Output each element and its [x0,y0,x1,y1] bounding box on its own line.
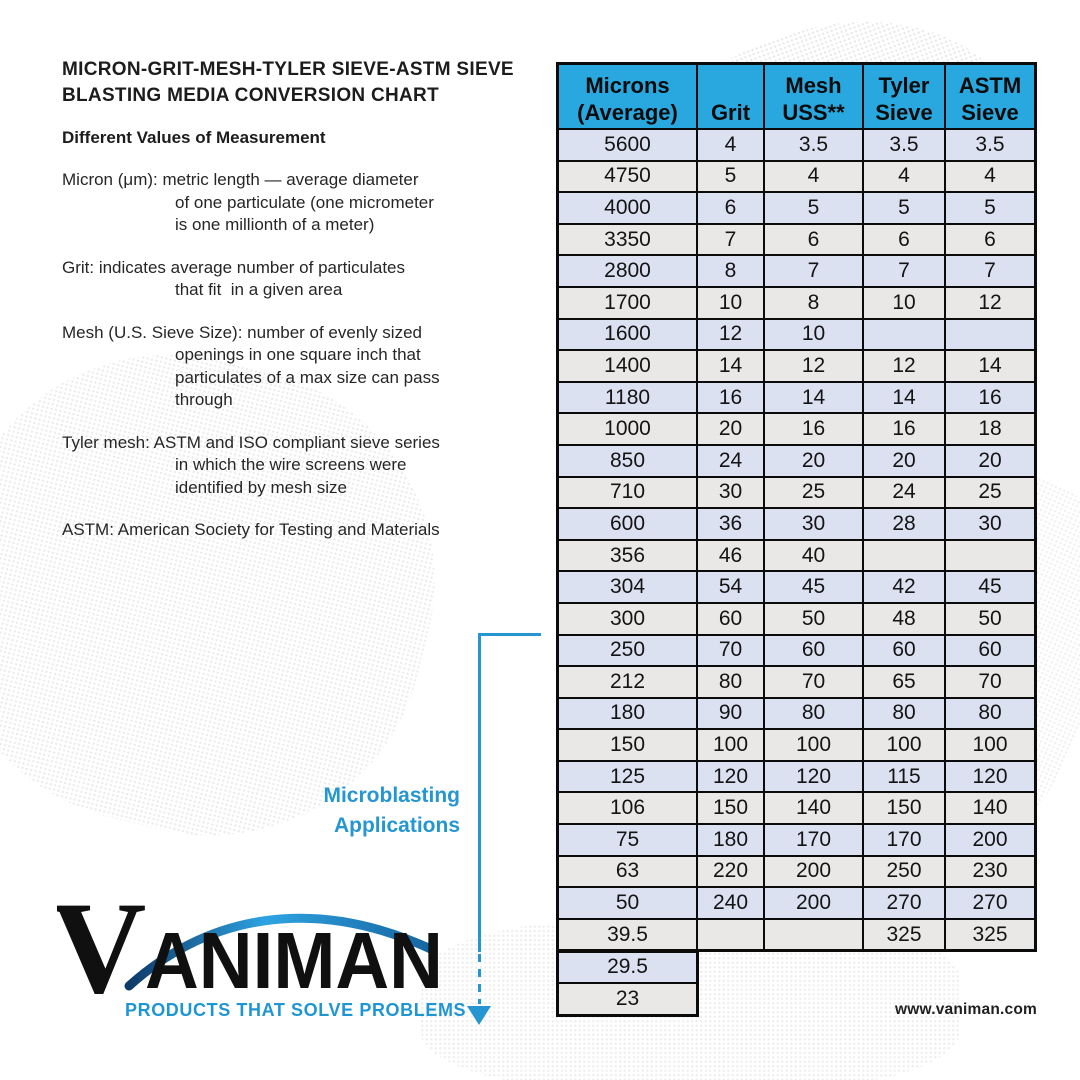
table-cell: 1000 [559,414,696,444]
vaniman-logo-graphic [57,888,457,1000]
microblasting-bracket-top [478,633,541,636]
definition-line: openings in one square inch that [175,345,421,364]
table-cell: 8 [698,256,763,286]
table-cell: 60 [698,604,763,634]
table-cell: 20 [946,446,1034,476]
table-cell: 63 [559,857,696,887]
table-cell: 170 [864,825,944,855]
table-cell: 200 [946,825,1034,855]
definition-item [62,322,440,412]
column-header-line: Tyler [878,73,930,98]
table-cell: 140 [946,793,1034,823]
table-cell: 14 [946,351,1034,381]
microblasting-label-line1: Microblasting [323,784,460,807]
table-cell: 24 [698,446,763,476]
definition-line: particulates of a max size can pass [175,367,440,387]
table-cell: 16 [698,383,763,413]
table-cell: 70 [698,636,763,666]
microblasting-bracket-line [478,633,481,952]
definition-line: Grit: indicates average number of particulates [62,257,406,277]
definition-line: Mesh (U.S. Sieve Size): number of evenly sized [62,322,422,342]
table-cell [946,541,1034,571]
table-cell: 50 [946,604,1034,634]
table-cell: 25 [765,478,862,508]
table-cell: 120 [946,762,1034,792]
table-cell: 10 [698,288,763,318]
table-cell: 60 [765,636,862,666]
table-cell: 80 [864,699,944,729]
table-cell: 48 [864,604,944,634]
table-cell: 356 [559,541,696,571]
table-cell: 4 [698,130,763,160]
table-cell: 230 [946,857,1034,887]
table-cell: 42 [864,572,944,602]
table-cell: 45 [765,572,862,602]
table-cell: 220 [698,857,763,887]
table-cell: 200 [765,888,862,918]
column-header [698,65,763,128]
table-cell: 30 [765,509,862,539]
column-header-line: Microns [585,73,670,98]
column-header [864,65,944,128]
microblasting-label [285,781,460,841]
table-cell: 23 [559,984,696,1014]
table-cell: 270 [864,888,944,918]
table-cell: 5600 [559,130,696,160]
table-cell: 28 [864,509,944,539]
table-cell: 39.5 [559,920,696,950]
table-cell: 6 [698,193,763,223]
table-cell: 120 [765,762,862,792]
column-header-line: (Average) [577,100,678,125]
table-cell: 600 [559,509,696,539]
definitions-list [62,169,440,562]
logo-letters: ANIMAN [145,916,443,1000]
website-url: www.vaniman.com [895,1001,1037,1018]
table-cell: 4 [946,162,1034,192]
table-cell: 1600 [559,320,696,350]
table-cell: 7 [698,225,763,255]
table-cell: 4 [864,162,944,192]
microblasting-arrow-dashes [478,954,481,1004]
definition-line: Micron (μm): metric length — average diameter [62,170,419,189]
column-header-line: ASTM [958,73,1022,98]
table-cell: 60 [946,636,1034,666]
logo-letter-v: V [57,888,147,1000]
table-cell: 4 [765,162,862,192]
table-cell: 6 [765,225,862,255]
table-cell: 100 [698,730,763,760]
conversion-table [556,62,1037,952]
table-cell: 36 [698,509,763,539]
table-cell: 12 [765,351,862,381]
table-cell: 16 [765,414,862,444]
table-cell: 250 [559,636,696,666]
table-cell: 25 [946,478,1034,508]
column-header [559,65,696,128]
table-cell: 304 [559,572,696,602]
table-cell: 7 [946,256,1034,286]
page-title-line2: BLASTING MEDIA CONVERSION CHART [62,85,439,106]
table-cell: 45 [946,572,1034,602]
table-cell: 180 [559,699,696,729]
table-cell: 24 [864,478,944,508]
table-cell: 250 [864,857,944,887]
table-cell: 3350 [559,225,696,255]
table-cell: 300 [559,604,696,634]
table-cell: 325 [946,920,1034,950]
table-cell: 240 [698,888,763,918]
table-cell: 140 [765,793,862,823]
table-cell: 80 [698,667,763,697]
table-cell: 7 [864,256,944,286]
table-cell: 115 [864,762,944,792]
table-cell: 150 [559,730,696,760]
table-cell: 5 [765,193,862,223]
table-cell: 120 [698,762,763,792]
definition-item [62,257,440,302]
definition-line: identified by mesh size [175,477,347,497]
definition-item [62,169,440,237]
table-cell: 1400 [559,351,696,381]
table-cell: 8 [765,288,862,318]
table-cell: 12 [946,288,1034,318]
definition-line: ASTM: American Society for Testing and Materials [62,520,440,539]
definition-item [62,519,440,542]
table-cell: 10 [765,320,862,350]
table-cell: 80 [946,699,1034,729]
table-cell: 850 [559,446,696,476]
table-cell: 10 [864,288,944,318]
table-cell: 50 [559,888,696,918]
table-cell [698,920,763,950]
section-subtitle: Different Values of Measurement [62,128,326,147]
table-cell: 1700 [559,288,696,318]
table-cell: 70 [765,667,862,697]
table-cell: 325 [864,920,944,950]
table-cell: 54 [698,572,763,602]
table-cell: 4000 [559,193,696,223]
column-header-line: Grit [710,100,751,125]
definition-line: of one particulate (one micrometer [175,192,434,212]
definition-line: that fit in a given area [175,280,343,299]
table-cell [864,320,944,350]
table-cell: 5 [864,193,944,223]
page-title [62,57,514,109]
table-cell: 100 [864,730,944,760]
conversion-table-extension [556,950,699,1017]
table-cell: 16 [946,383,1034,413]
table-cell: 3.5 [946,130,1034,160]
table-cell: 50 [765,604,862,634]
column-header [765,65,862,128]
table-cell: 5 [698,162,763,192]
table-cell: 16 [864,414,944,444]
column-header-line: USS** [782,100,845,125]
table-cell: 30 [698,478,763,508]
table-cell [765,920,862,950]
table-cell: 18 [946,414,1034,444]
table-cell: 75 [559,825,696,855]
table-cell: 150 [864,793,944,823]
table-cell [864,541,944,571]
table-cell: 3.5 [765,130,862,160]
arrow-down-icon [467,1006,491,1025]
definition-line: is one millionth of a meter) [175,215,375,234]
table-cell: 270 [946,888,1034,918]
table-cell: 4750 [559,162,696,192]
table-cell: 14 [698,351,763,381]
microblasting-label-line2: Applications [333,814,460,837]
table-cell: 60 [864,636,944,666]
column-header-line: Sieve [961,100,1019,125]
definition-line: through [175,390,233,409]
table-cell: 20 [698,414,763,444]
table-cell [946,320,1034,350]
table-cell: 212 [559,667,696,697]
table-cell: 40 [765,541,862,571]
table-cell: 2800 [559,256,696,286]
table-cell: 14 [864,383,944,413]
table-cell: 46 [698,541,763,571]
logo-tagline: PRODUCTS THAT SOLVE PROBLEMS [125,1000,467,1020]
column-header-line: Mesh [785,73,842,98]
definition-line: Tyler mesh: ASTM and ISO compliant sieve series [62,432,440,452]
table-cell: 180 [698,825,763,855]
table-cell: 12 [864,351,944,381]
table-cell: 65 [864,667,944,697]
definition-line: in which the wire screens were [175,455,407,474]
table-cell: 150 [698,793,763,823]
table-cell: 710 [559,478,696,508]
table-cell: 30 [946,509,1034,539]
table-cell: 200 [765,857,862,887]
table-cell: 5 [946,193,1034,223]
definition-item [62,432,440,500]
table-cell: 106 [559,793,696,823]
table-cell: 6 [864,225,944,255]
table-cell: 80 [765,699,862,729]
vaniman-logo [57,888,467,1028]
table-cell: 12 [698,320,763,350]
table-cell: 7 [765,256,862,286]
table-cell: 1180 [559,383,696,413]
table-cell: 20 [765,446,862,476]
column-header-line: Sieve [875,100,933,125]
page-title-line1: MICRON-GRIT-MESH-TYLER SIEVE-ASTM SIEVE [62,59,514,80]
table-cell: 125 [559,762,696,792]
table-cell: 14 [765,383,862,413]
table-cell: 170 [765,825,862,855]
table-cell: 90 [698,699,763,729]
table-cell: 6 [946,225,1034,255]
table-cell: 100 [946,730,1034,760]
column-header [946,65,1034,128]
table-cell: 100 [765,730,862,760]
table-cell: 20 [864,446,944,476]
table-cell: 3.5 [864,130,944,160]
table-cell: 70 [946,667,1034,697]
table-cell: 29.5 [559,953,696,983]
